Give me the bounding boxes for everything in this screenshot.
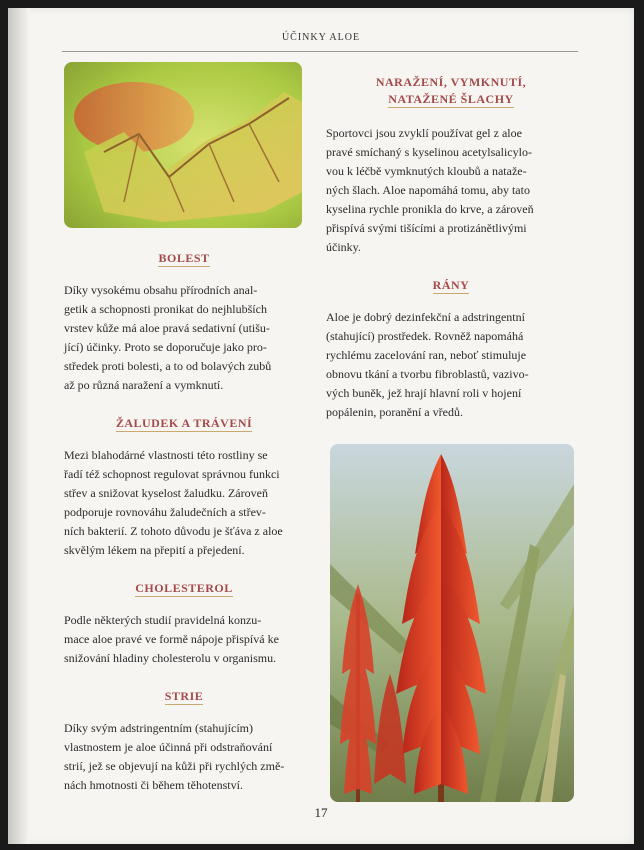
left-column <box>64 62 304 795</box>
section-heading-zaludek: ŽALUDEK A TRÁVENÍ <box>115 416 253 430</box>
section-text-narazeni: Sportovci jsou zvyklí používat gel z aloe pravé smíchaný s kyselinou acetylsalicylo- vou k léčbě vymknutých kloubů a nataže- ných šlach. Aloe napomáhá tomu, aby tato kyselina rychle pronikla do krve, a zároveň přispívá svými tišícími a protizánětlivými účinky. <box>326 126 534 254</box>
section-text-bolest: Díky vysokému obsahu přírodních anal- getik a schopnosti pronikat do nejhlubších vrstev kůže má aloe pravá sedativní (utišu- jící) účinky. Proto se doporučuje jako pro- středek proti bolesti, a to od bolavých zubů až po různá naražení a vymknutí. <box>64 283 272 392</box>
page-number: 17 <box>314 805 328 820</box>
section-heading-cholesterol: CHOLESTEROL <box>135 581 233 595</box>
section-heading-bolest: BOLEST <box>158 251 210 265</box>
section-text-cholesterol: Podle některých studií pravidelná konzu- mace aloe pravé ve formě nápoje přispívá ke snižování hladiny cholesterolu v organismu. <box>64 613 279 665</box>
aloe-leaf-photo <box>64 62 302 228</box>
section-heading-strie: STRIE <box>164 689 204 703</box>
aloe-flower-photo <box>330 444 574 802</box>
book-page <box>8 8 634 844</box>
right-column <box>326 62 576 802</box>
section-text-zaludek: Mezi blahodárné vlastnosti této rostliny se řadí též schopnost regulovat správnou funkci střev a snižovat kyselost žaludku. Zároveň podporuje rovnováhu žaludečních a střev- ních bakterií. Z tohoto důvodu je šťáva z aloe skvělým lékem na přepití a přejedení. <box>64 448 283 557</box>
section-heading-rany: RÁNY <box>432 278 470 292</box>
running-title: ÚČINKY ALOE <box>281 32 361 43</box>
page-gutter-shadow <box>8 8 30 844</box>
section-text-rany: Aloe je dobrý dezinfekční a adstringentní (stahující) prostředek. Rovněž napomáhá rychlému zacelování ran, neboť stimuluje obnovu tkání a tvorbu fibroblastů, vazivo- vých buněk, jež hrají hlavní roli v hojení popálenin, poranění a vředů. <box>326 310 529 419</box>
section-text-strie: Díky svým adstringentním (stahujícím) vlastnostem je aloe účinná při odstraňování strií, jež se objevují na kůži při rychlých změ- nách hmotnosti či během těhotenství. <box>64 721 285 792</box>
header-rule <box>62 51 578 52</box>
section-heading-narazeni: NARAŽENÍ, VYMKNUTÍ, NATAŽENÉ ŠLACHY <box>375 75 527 106</box>
